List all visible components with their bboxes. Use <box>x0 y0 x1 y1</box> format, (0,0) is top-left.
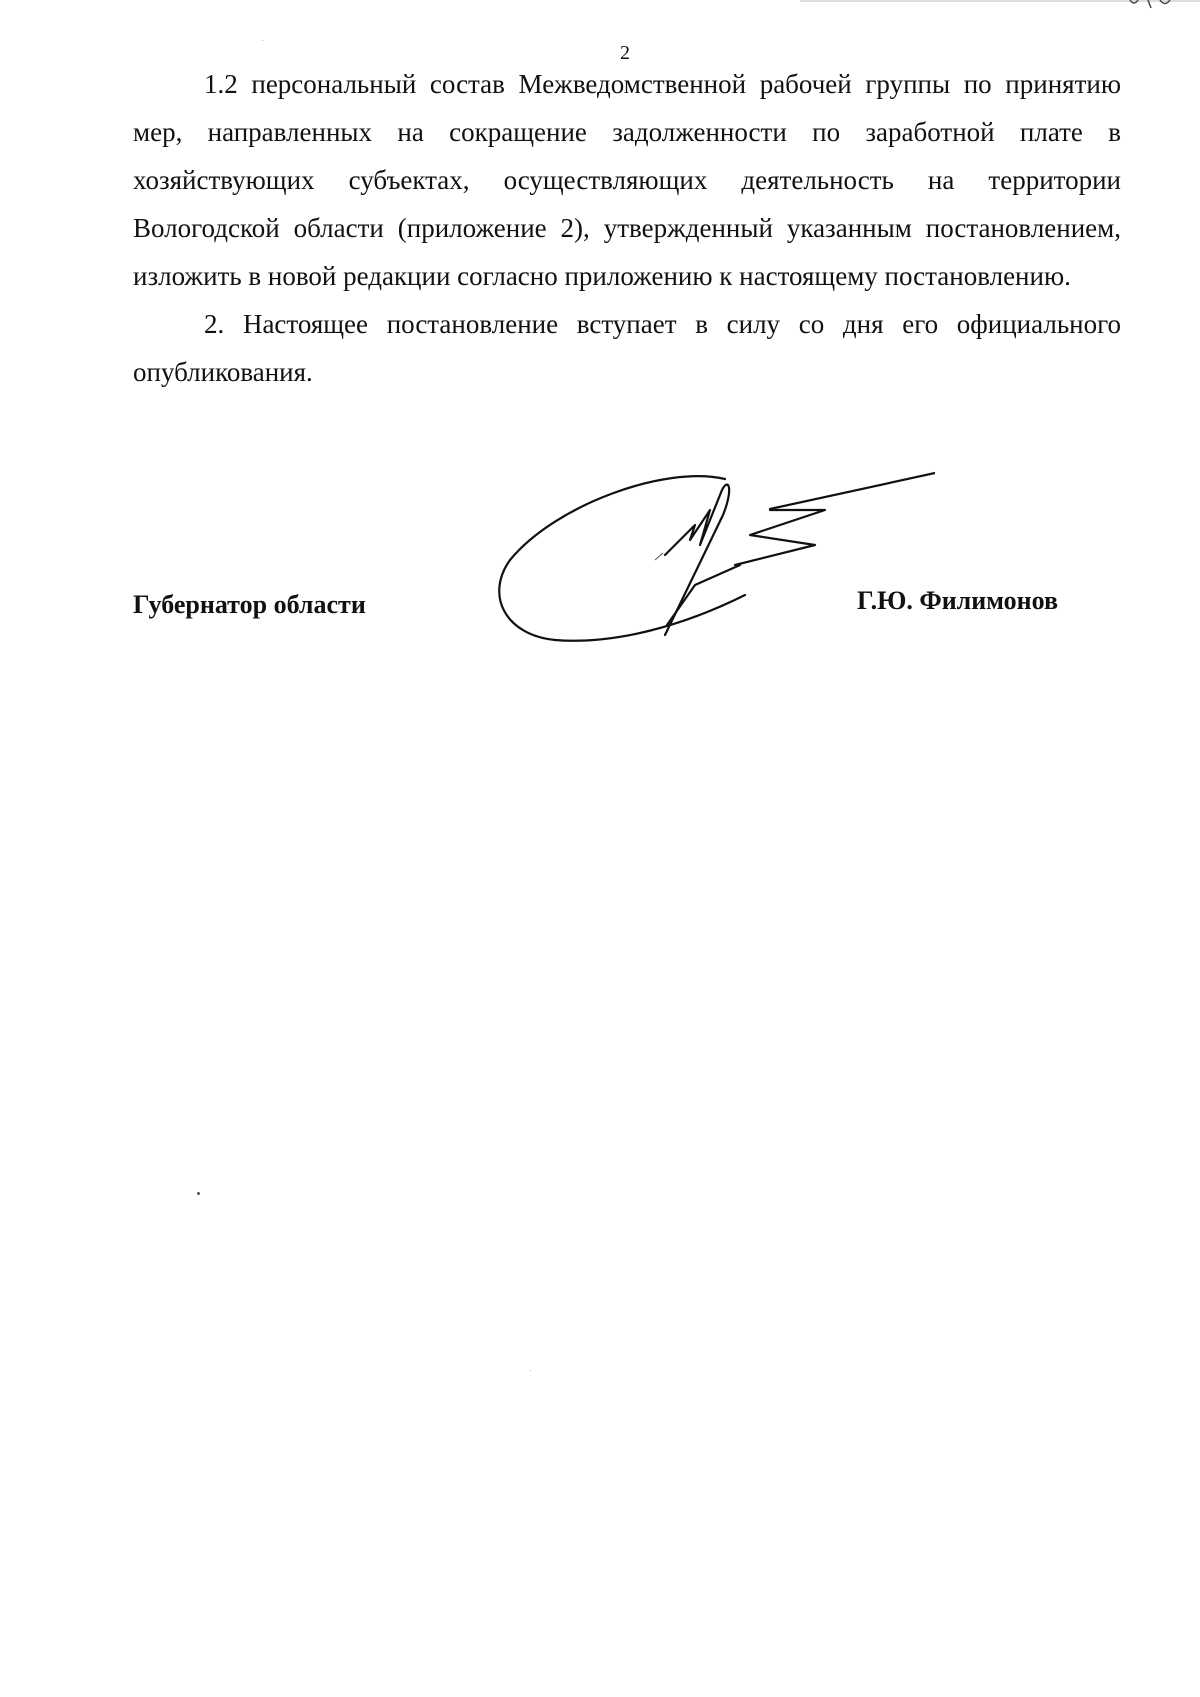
signatory-name: Г.Ю. Филимонов <box>856 586 1058 615</box>
scan-speck <box>530 1370 531 1371</box>
signatory-title: Губернатор области <box>133 590 366 619</box>
scan-speck <box>262 40 263 41</box>
scan-speck <box>197 1192 200 1195</box>
paragraph-2: 2. Настоящее постановление вступает в силу со дня его официального опубликования. <box>133 309 1121 387</box>
paragraph-1-2: 1.2 персональный состав Межведомственной рабочей группы по принятию мер, направленных на сокращение задолженности по заработной плате в хозяйствующих субъектах, осуществляющих деятельность на территории Вологодской области (приложение 2), утвержденный указанным постановлением, изложить в новой редакции согласно приложению к настоящему постановлению. <box>133 69 1121 291</box>
page-number: 2 <box>620 42 630 64</box>
handwritten-signature <box>495 465 935 660</box>
scan-edge-marks <box>800 0 1200 12</box>
document-body <box>133 60 1121 396</box>
